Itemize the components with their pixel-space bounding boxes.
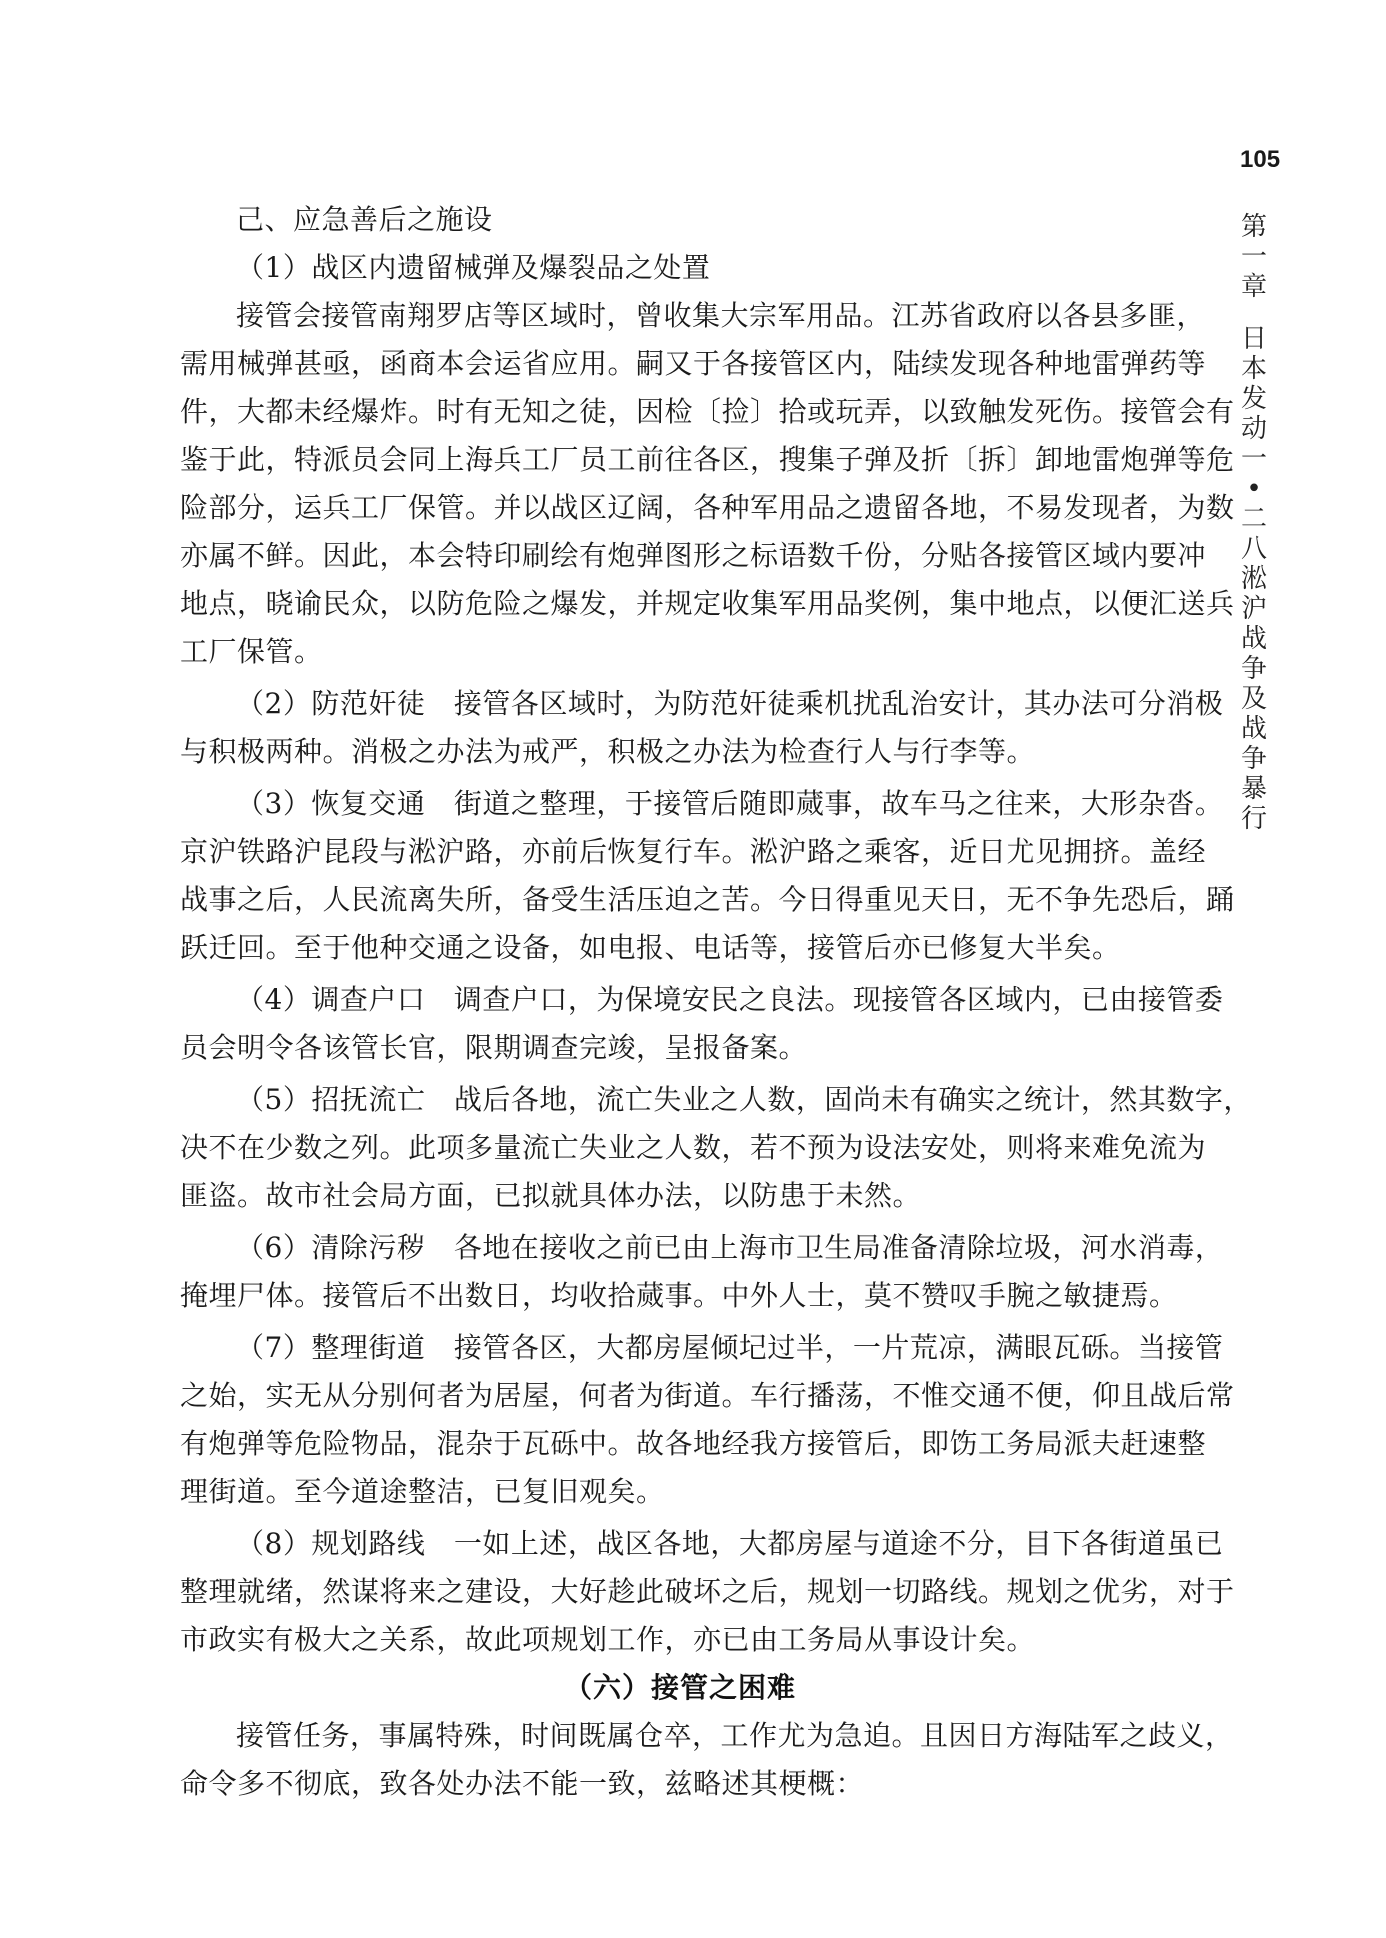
- paragraph-line: 亦属不鲜。因此，本会特印刷绘有炮弹图形之标语数千份，分贴各接管区域内要冲: [180, 539, 1207, 572]
- paragraph-line: 匪盗。故市社会局方面，已拟就具体办法，以防患于未然。: [180, 1179, 922, 1212]
- paragraph-line: （4）调查户口 调查户口，为保境安民之良法。现接管各区域内，已由接管委: [236, 983, 1224, 1016]
- paragraph-line: 员会明令各该管长官，限期调查完竣，呈报备案。: [180, 1031, 808, 1064]
- paragraph-line: 工厂保管。: [180, 635, 323, 668]
- paragraph-line: 京沪铁路沪昆段与淞沪路，亦前后恢复行车。淞沪路之乘客，近日尤见拥挤。盖经: [180, 835, 1207, 868]
- paragraph-line: 理街道。至今道途整洁，已复旧观矣。: [180, 1475, 665, 1508]
- running-head-char: 及: [1240, 684, 1267, 714]
- paragraph-line: 有炮弹等危险物品，混杂于瓦砾中。故各地经我方接管后，即饬工务局派夫赶速整: [180, 1427, 1207, 1460]
- paragraph-line: 接管任务，事属特殊，时间既属仓卒，工作尤为急迫。且因日方海陆军之歧义，: [236, 1719, 1234, 1752]
- running-head: [1236, 212, 1272, 834]
- paragraph-line: （7）整理街道 接管各区，大都房屋倾圮过半，一片荒凉，满眼瓦砾。当接管: [236, 1331, 1224, 1364]
- running-head-char: 八: [1240, 534, 1267, 564]
- running-head-char: 行: [1240, 804, 1267, 834]
- body-text: [180, 196, 1252, 1808]
- paragraph-line: 需用械弹甚亟，函商本会运省应用。嗣又于各接管区内，陆续发现各种地雷弹药等: [180, 347, 1207, 380]
- running-head-char: •: [1246, 474, 1262, 504]
- running-head-char: 动: [1240, 414, 1267, 444]
- paragraph-line: （2）防范奸徒 接管各区域时，为防范奸徒乘机扰乱治安计，其办法可分消极: [236, 687, 1224, 720]
- running-head-char: 战: [1240, 714, 1267, 744]
- paragraph-line: （5）招抚流亡 战后各地，流亡失业之人数，固尚未有确实之统计，然其数字，: [236, 1083, 1252, 1116]
- running-head-char: 淞: [1240, 564, 1267, 594]
- running-head-char: 沪: [1240, 594, 1267, 624]
- running-head-char: 争: [1240, 744, 1267, 774]
- paragraph-line: 接管会接管南翔罗店等区域时，曾收集大宗军用品。江苏省政府以各县多匪，: [236, 299, 1206, 332]
- paragraph-line: 整理就绪，然谋将来之建设，大好趁此破坏之后，规划一切路线。规划之优劣，对于: [180, 1575, 1235, 1608]
- paragraph-line: 鉴于此，特派员会同上海兵工厂员工前往各区，搜集子弹及折〔拆〕卸地雷炮弹等危: [180, 443, 1235, 476]
- running-head-char: 争: [1240, 654, 1267, 684]
- running-head-char: 本: [1240, 354, 1267, 384]
- paragraph-line: （6）清除污秽 各地在接收之前已由上海市卫生局准备清除垃圾，河水消毒，: [236, 1231, 1224, 1264]
- paragraph-line: 与积极两种。消极之办法为戒严，积极之办法为检查行人与行李等。: [180, 735, 1036, 768]
- paragraph-line: 决不在少数之列。此项多量流亡失业之人数，若不预为设法安处，则将来难免流为: [180, 1131, 1207, 1164]
- subsection-heading: 己、应急善后之施设: [236, 203, 493, 236]
- item-heading: （1）战区内遗留械弹及爆裂品之处置: [236, 251, 711, 284]
- section-heading: （六）接管之困难: [563, 1671, 796, 1704]
- running-head-char: 发: [1240, 384, 1267, 414]
- running-head-char: 战: [1240, 624, 1267, 654]
- running-head-char: 第: [1240, 212, 1267, 242]
- running-head-char: 章: [1240, 272, 1267, 302]
- running-head-char: 暴: [1240, 774, 1267, 804]
- paragraph-line: 命令多不彻底，致各处办法不能一致，兹略述其梗概：: [180, 1767, 865, 1800]
- paragraph-line: （8）规划路线 一如上述，战区各地，大都房屋与道途不分，目下各街道虽已: [236, 1527, 1224, 1560]
- running-head-char: 一: [1240, 444, 1267, 474]
- running-head-char: 日: [1240, 324, 1267, 354]
- paragraph-line: 件，大都未经爆炸。时有无知之徒，因检〔捡〕拾或玩弄，以致触发死伤。接管会有: [180, 395, 1235, 428]
- paragraph-line: 市政实有极大之关系，故此项规划工作，亦已由工务局从事设计矣。: [180, 1623, 1036, 1656]
- running-head-char: 二: [1240, 504, 1267, 534]
- paragraph-line: 险部分，运兵工厂保管。并以战区辽阔，各种军用品之遗留各地，不易发现者，为数: [180, 491, 1235, 524]
- paragraph-line: 跃迁回。至于他种交通之设备，如电报、电话等，接管后亦已修复大半矣。: [180, 931, 1121, 964]
- paragraph-line: （3）恢复交通 街道之整理，于接管后随即蒇事，故车马之往来，大形杂沓。: [236, 787, 1224, 820]
- paragraph-line: 战事之后，人民流离失所，备受生活压迫之苦。今日得重见天日，无不争先恐后，踊: [180, 883, 1235, 916]
- paragraph-line: 掩埋尸体。接管后不出数日，均收拾蒇事。中外人士，莫不赞叹手腕之敏捷焉。: [180, 1279, 1178, 1312]
- page-number: 105: [1240, 146, 1281, 173]
- running-head-char: 一: [1240, 242, 1267, 272]
- paragraph-line: 地点，晓谕民众，以防危险之爆发，并规定收集军用品奖例，集中地点，以便汇送兵: [180, 587, 1235, 620]
- paragraph-line: 之始，实无从分别何者为居屋，何者为街道。车行播荡，不惟交通不便，仰且战后常: [180, 1379, 1235, 1412]
